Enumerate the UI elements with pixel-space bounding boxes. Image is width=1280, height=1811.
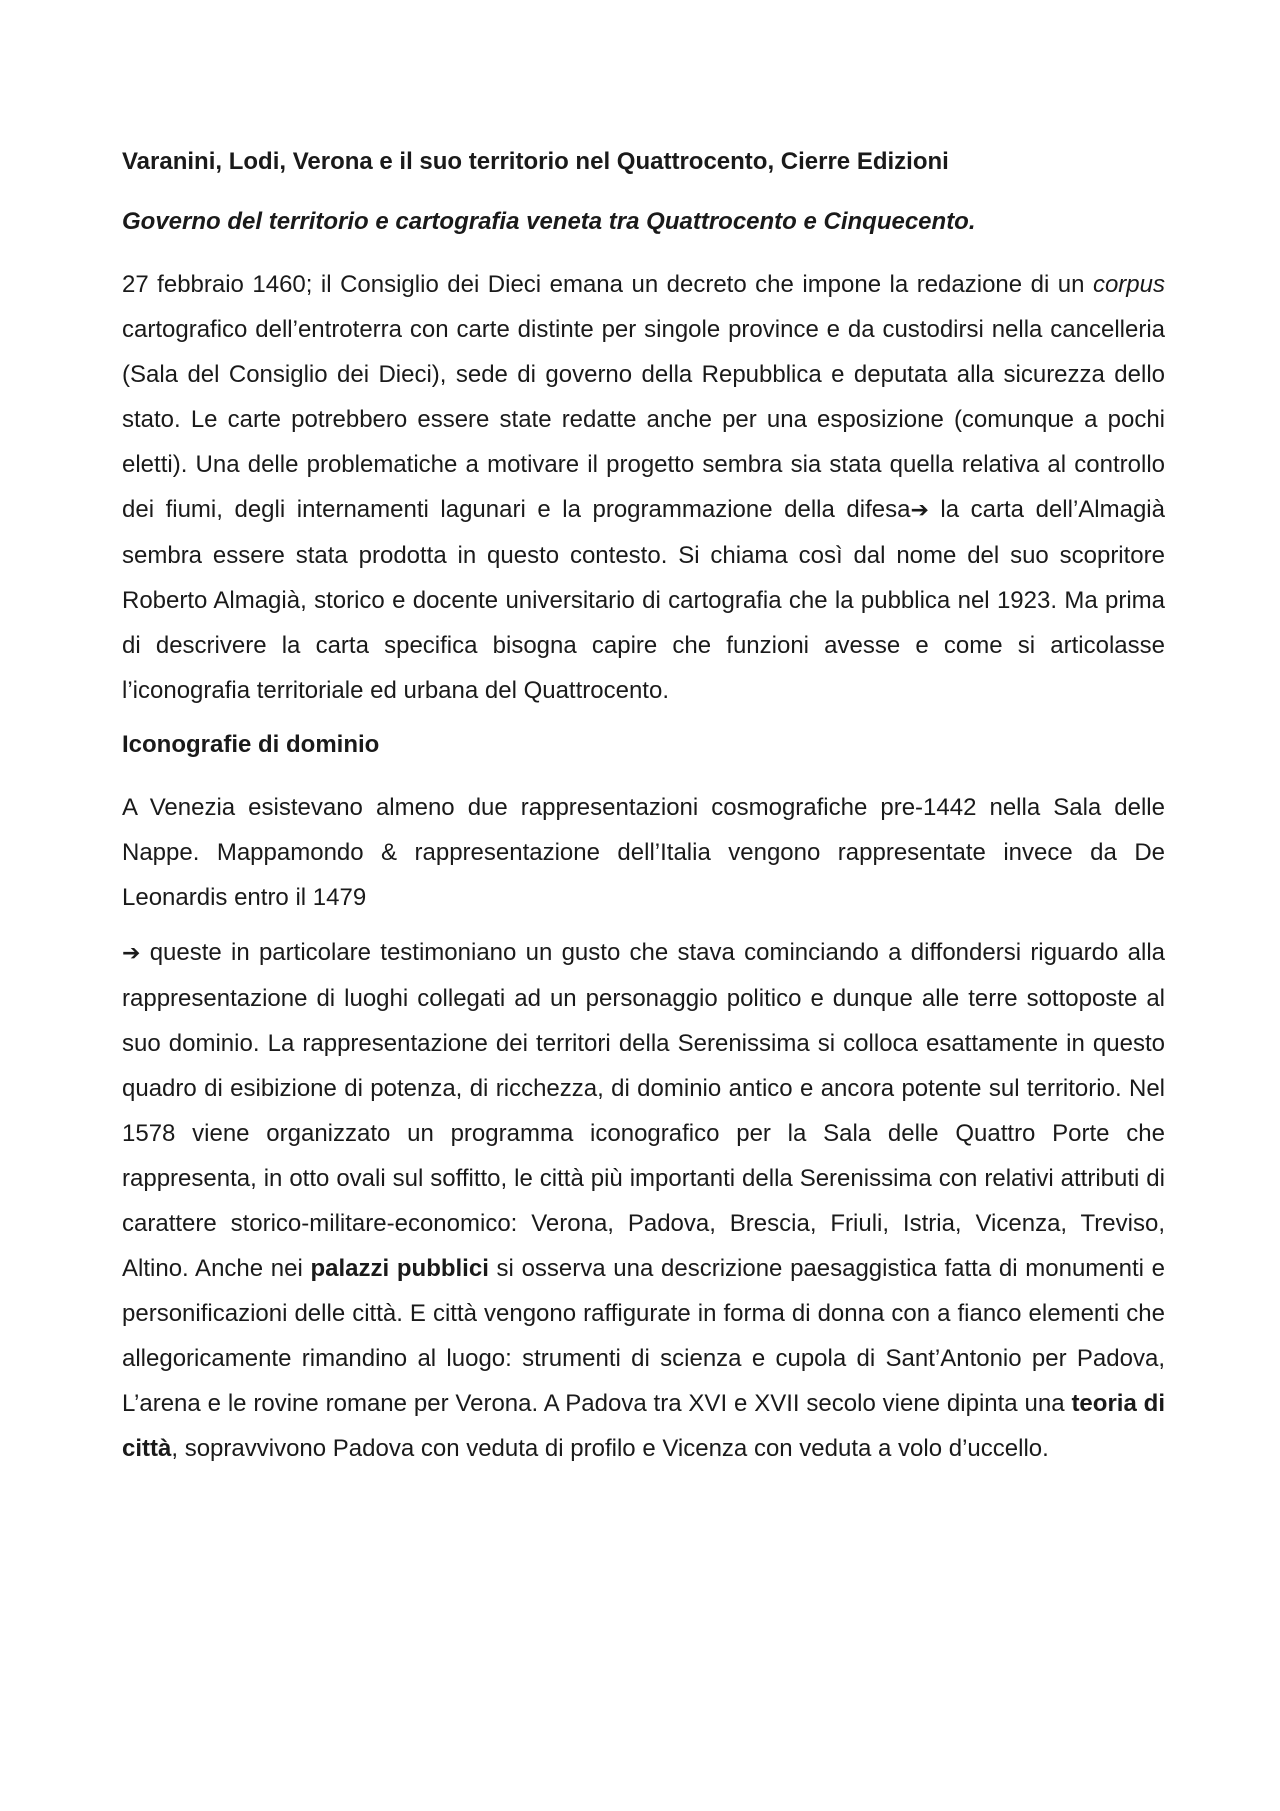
document-heading: Varanini, Lodi, Verona e il suo territorio nel Quattrocento, Cierre Edizioni (122, 148, 949, 175)
document-page (122, 146, 1165, 1487)
document-subtitle: Governo del territorio e cartografia veneta tra Quattrocento e Cinquecento. (122, 208, 976, 235)
paragraph-intro (122, 262, 1165, 713)
paragraph-venezia: A Venezia esistevano almeno due rappresentazioni cosmografiche pre-1442 nella Sala delle Nappe. Mappamondo & rappresentazione dell’Italia vengono rappresentate invece da De Leonardis entro il 1479 (122, 794, 1165, 911)
corpus-italic: corpus (1092, 271, 1165, 298)
paragraph-iconografia-text-c: , sopravvivono Padova con veduta di profilo e Vicenza con veduta a volo d’uccello. (171, 1435, 1049, 1462)
paragraph-iconografia-text-a: queste in particolare testimoniano un gusto che stava cominciando a diffondersi riguardo alla rappresentazione di luoghi collegati ad un personaggio politico e dunque alle terre sottoposte al suo dominio. La rappresentazione dei territori della Serenissima si colloca esattamente in questo quadro di esibizione di potenza, di ricchezza, di dominio antico e ancora potente sul territorio. Nel 1578 viene organizzato un programma iconografico per la Sala delle Quattro Porte che rappresenta, in otto ovali sul soffitto, le città più importanti della Serenissima con relativi attributi di carattere storico-militare-economico: Verona, Padova, Brescia, Friuli, Istria, Vicenza, Treviso, Altino. Anche nei (122, 939, 1165, 1282)
right-arrow-icon: ➔ (910, 498, 929, 523)
paragraph-intro-text-a: 27 febbraio 1460; il Consiglio dei Dieci emana un decreto che impone la redazione di un (122, 271, 1093, 298)
palazzi-pubblici-bold: palazzi pubblici (310, 1255, 489, 1282)
paragraph-iconografia (122, 930, 1165, 1471)
paragraph-iconografia-text-b: si osserva una descrizione paesaggistica fatta di monumenti e personificazioni delle città. E città vengono raffigurate in forma di donna con a fianco elementi che allegoricamente rimandino al luogo: strumenti di scienza e cupola di Sant’Antonio per Padova, L’arena e le rovine romane per Verona. A Padova tra XVI e XVII secolo viene dipinta una (122, 1255, 1166, 1417)
teoria-di-citta-bold: teoria di città (122, 1390, 1165, 1462)
section-title: Iconografie di dominio (122, 731, 380, 758)
right-arrow-icon: ➔ (122, 941, 141, 966)
paragraph-intro-text-b: cartografico dell’entroterra con carte distinte per singole province e da custodirsi nella cancelleria (Sala del Consiglio dei Dieci), sede di governo della Repubblica e deputata alla sicurezza dello stato. Le carte potrebbero essere state redatte anche per una esposizione (comunque a pochi eletti). Una delle problematiche a motivare il progetto sembra sia stata quella relativa al controllo dei fiumi, degli internamenti lagunari e la programmazione della difesa (122, 316, 1165, 523)
paragraph-intro-text-c: la carta dell’Almagià sembra essere stata prodotta in questo contesto. Si chiama così dal nome del suo scopritore Roberto Almagià, storico e docente universitario di cartografia che la pubblica nel 1923. Ma prima di descrivere la carta specifica bisogna capire che funzioni avesse e come si articolasse l’iconografia territoriale ed urbana del Quattrocento. (122, 496, 1165, 704)
